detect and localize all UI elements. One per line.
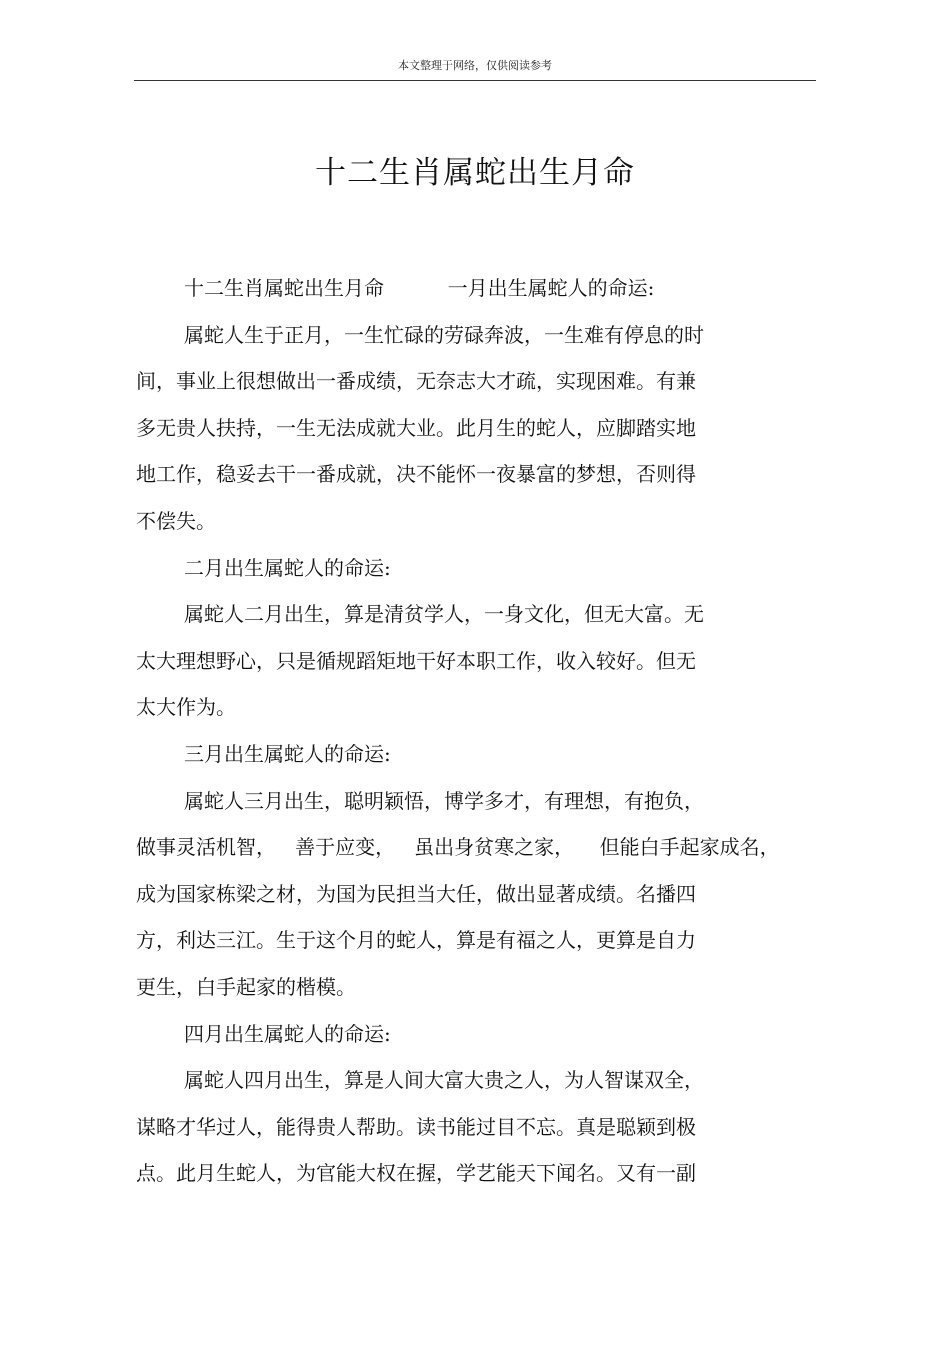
paragraph-line: 属蛇人三月出生，聪明颖悟，博学多才，有理想，有抱负， — [184, 788, 704, 813]
paragraph-line: 十二生肖属蛇出生月命 一月出生属蛇人的命运: — [184, 276, 655, 300]
paragraph-line: 多无贵人扶持，一生无法成就大业。此月生的蛇人，应脚踏实地 — [136, 415, 696, 440]
paragraph-line: 谋略才华过人，能得贵人帮助。读书能过目不忘。真是聪颖到极 — [136, 1114, 696, 1139]
paragraph-line: 属蛇人二月出生，算是清贫学人，一身文化，但无大富。无 — [184, 602, 704, 627]
page-header: 本文整理于网络，仅供阅读参考 — [398, 59, 552, 72]
paragraph-line: 成为国家栋梁之材，为国为民担当大任，做出显著成绩。名播四 — [136, 881, 696, 906]
paragraph-line: 做事灵活机智， 善于应变， 虽出身贫寒之家， 但能白手起家成名， — [136, 835, 780, 860]
document-body — [136, 265, 796, 1197]
header-divider — [134, 80, 816, 81]
paragraph-line: 方，利达三江。生于这个月的蛇人，算是有福之人，更算是自力 — [136, 928, 696, 953]
section-heading: 三月出生属蛇人的命运: — [184, 741, 391, 766]
section-heading: 二月出生属蛇人的命运: — [184, 555, 391, 580]
paragraph-line: 地工作，稳妥去干一番成就，决不能怀一夜暴富的梦想，否则得 — [136, 462, 696, 487]
paragraph-line: 太大理想野心，只是循规蹈矩地干好本职工作，收入较好。但无 — [136, 648, 696, 673]
paragraph-line: 更生，白手起家的楷模。 — [136, 974, 356, 999]
section-heading: 四月出生属蛇人的命运: — [184, 1021, 391, 1046]
paragraph-line: 不偿失。 — [136, 508, 216, 533]
paragraph-line: 间，事业上很想做出一番成绩，无奈志大才疏，实现困难。有兼 — [136, 369, 696, 394]
document-title: 十二生肖属蛇出生月命 — [315, 155, 635, 191]
paragraph-line: 属蛇人生于正月，一生忙碌的劳碌奔波，一生难有停息的时 — [184, 322, 704, 347]
paragraph-line: 点。此月生蛇人，为官能大权在握，学艺能天下闻名。又有一副 — [136, 1161, 696, 1186]
paragraph-line: 属蛇人四月出生，算是人间大富大贵之人，为人智谋双全， — [184, 1068, 704, 1093]
paragraph-line: 太大作为。 — [136, 695, 236, 720]
